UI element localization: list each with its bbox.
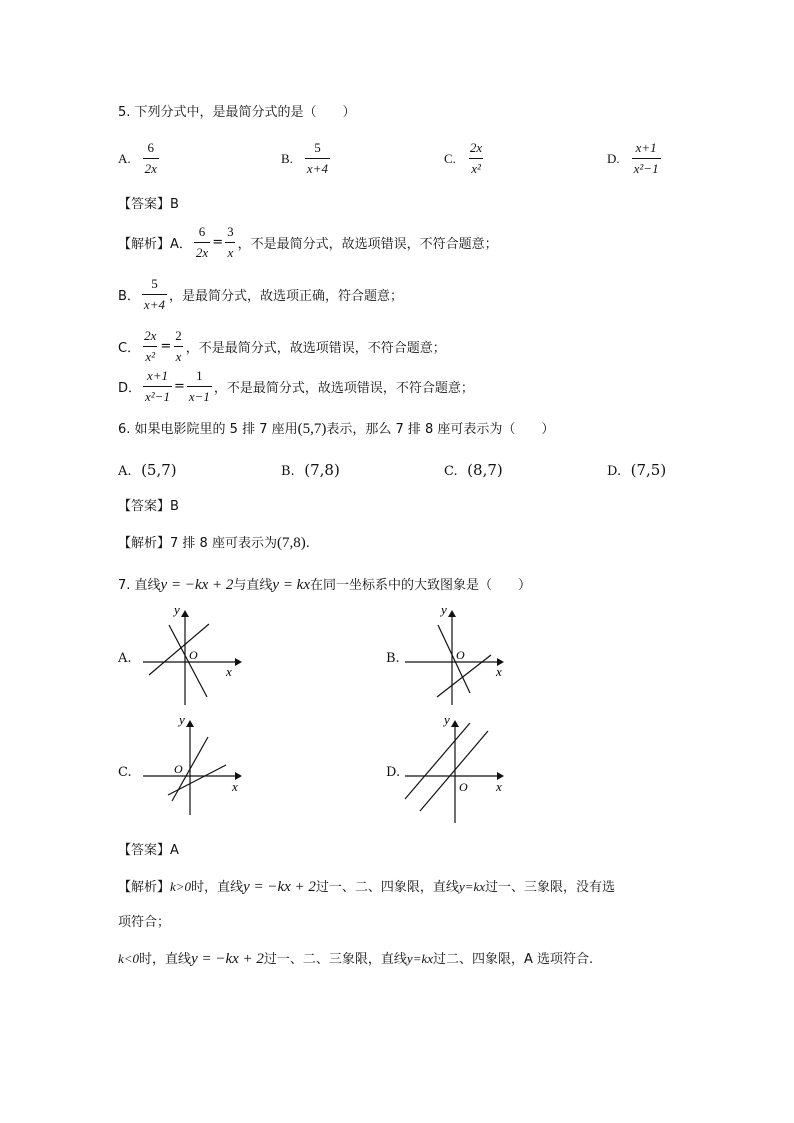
y-axis-label: y <box>441 605 447 617</box>
q5-analysis-d: D． $\frac{x+1}{\text{x²−1}}$ = $\frac{1}{x-1}$ ，不是最简分式，故选项错误，不符合题意； <box>118 368 474 404</box>
y-axis-arrow <box>186 720 194 727</box>
line-through-origin <box>420 731 488 811</box>
origin-label: O <box>456 648 465 662</box>
x-axis-arrow <box>235 658 242 666</box>
q6-option-b: B. (7,8) <box>281 461 340 479</box>
y-axis-label: y <box>179 715 185 727</box>
q7-analysis-line3: k<0时，直线y = −kx + 2过一、二、三象限，直线y=kx过二、四象限，A 选项符合. <box>118 951 594 967</box>
q7-graph-c <box>138 715 248 820</box>
q6-analysis: 【解析】7 排 8 座可表示为(7,8). <box>118 535 310 551</box>
y-axis-label: y <box>174 605 180 617</box>
x-axis-label: x <box>232 779 238 794</box>
q7-option-b-label: B. <box>386 651 400 666</box>
q7-stem: 7. 直线y = −kx + 2与直线y = kx在同一坐标系中的大致图象是（ ） <box>118 577 532 593</box>
y-axis-label: y <box>444 715 450 727</box>
x-axis-label: x <box>496 664 502 679</box>
q7-option-d-label: D. <box>386 765 401 780</box>
q7-analysis-line2: 项符合； <box>118 915 171 930</box>
q7-graph-a <box>138 605 248 710</box>
q7-option-c-label: C. <box>118 765 132 780</box>
q5-stem: 5. 下列分式中，是最简分式的是（ ） <box>118 105 356 120</box>
q7-option-a-label: A. <box>118 651 132 666</box>
q6-answer: 【答案】B <box>118 499 179 514</box>
q6-option-a: A. (5,7) <box>118 461 177 479</box>
decreasing-line <box>169 625 207 697</box>
q6-stem: 6. 如果电影院里的 5 排 7 座用(5,7)表示，那么 7 排 8 座可表示为（ ） <box>118 421 555 437</box>
x-axis-label: x <box>496 779 502 794</box>
q5-analysis-c: C． $\frac{2x}{\text{x²}}$ = $\frac{2}{x}$ ，不是最简分式，故选项错误，不符合题意； <box>118 328 446 364</box>
y-axis-arrow <box>448 610 456 617</box>
q7-analysis-line1: 【解析】k>0时，直线y = −kx + 2过一、二、四象限，直线y=kx过一、三象限，没有选 <box>118 879 616 895</box>
y-axis-arrow <box>451 720 459 727</box>
q5-option-d: D. $\frac{x+1}{\text{x²−1}}$ <box>607 140 659 176</box>
q7-graph-b <box>400 605 510 710</box>
q6-option-c: C. (8,7) <box>444 461 503 479</box>
origin-label: O <box>174 762 183 776</box>
q5-analysis-b: B． $\frac{5}{x+4}$ ，是最简分式，故选项正确，符合题意； <box>118 276 403 312</box>
q7-answer: 【答案】A <box>118 843 179 858</box>
decreasing-line <box>438 625 470 693</box>
q6-option-d: D. (7,5) <box>607 461 667 479</box>
q5-answer: 【答案】B <box>118 197 179 212</box>
q5-option-c: C. $\frac{2x}{\text{x²}}$ <box>444 140 483 176</box>
q5-option-a: A. $\frac{6}{2x}$ <box>118 140 157 176</box>
origin-label: O <box>459 780 468 794</box>
q5-analysis-a: 【解析】A． $\frac{6}{2x}$ = $\frac{3}{x}$ ，不是最简分式，故选项错误，不符合题意； <box>118 224 498 260</box>
q7-graph-d <box>400 715 510 825</box>
q5-option-b: B. $\frac{5}{x+4}$ <box>281 140 328 176</box>
origin-label: O <box>189 648 198 662</box>
increasing-line <box>149 624 209 675</box>
y-axis-arrow <box>181 610 189 617</box>
x-axis-label: x <box>226 664 232 679</box>
